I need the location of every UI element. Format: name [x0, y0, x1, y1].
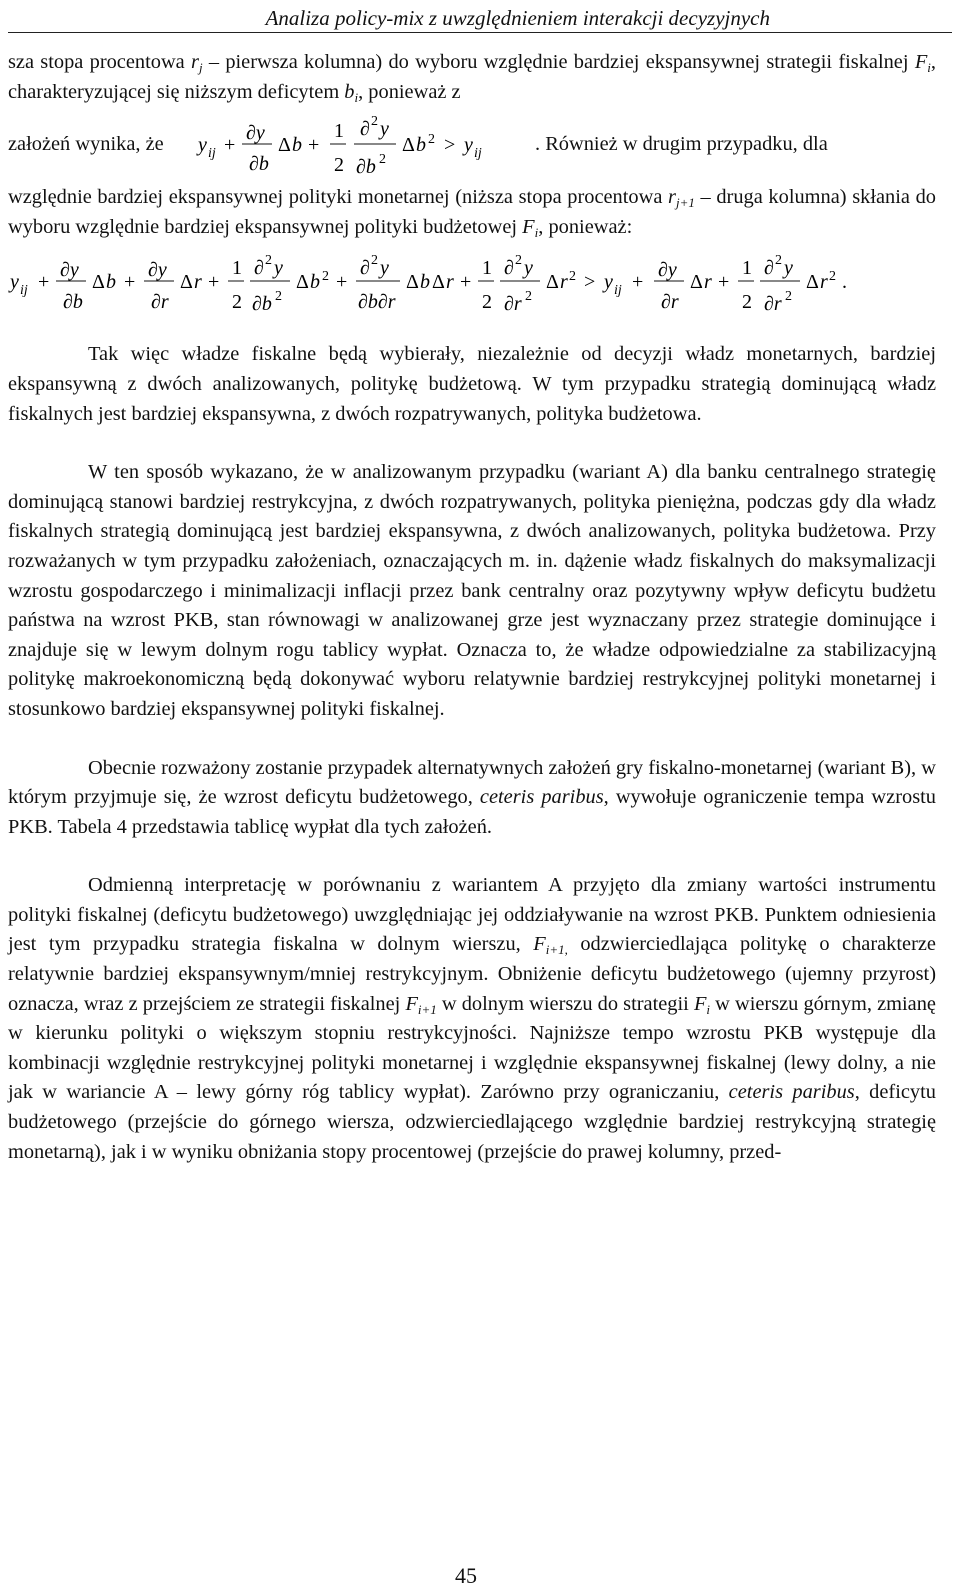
svg-text:2: 2 [371, 253, 378, 269]
var-F: F [914, 51, 928, 73]
svg-text:Δ: Δ [432, 271, 445, 294]
equation-2-line [8, 242, 936, 340]
svg-text:1: 1 [334, 120, 344, 143]
svg-text:∂r: ∂r [504, 293, 522, 316]
svg-text:2: 2 [525, 289, 532, 305]
svg-text:+: + [632, 271, 644, 294]
svg-text:∂: ∂ [360, 118, 370, 141]
svg-text:Δ: Δ [690, 271, 703, 294]
paragraph-6: Odmienną interpretację w porównaniu z wariantem A przyjęto dla zmiany wartości instrumentu polityki fiskalnej (deficytu budżetowego) uwzględniając jej oddziaływanie na wzrost PKB. Punktem odniesienia jest tym przypadku strategia fiskalna w dolnym wierszu, $F_{i+1,}$ odzwierciedlająca politykę o charakterze relatywnie bardziej ekspansywnym/mniej restrykcyjnym. Obniżenie deficytu budżetowego (ujemny przyrost) oznacza, wraz z przejściem ze strategii fiskalnej $F_{i+1}$ w dolnym wierszu do strategii $F_i$ w wierszu górnym, zmianę w kierunku polityki o większym stopniu restrykcyjności. Najniższe tempo wzrostu PKB występuje dla kombinacji względnie restrykcyjnej polityki monetarnej i względnie ekspansywnej fiskalnej (lewy dolny, a nie jak w wariancie A – lewy górny róg tablicy wypłat). Zarówno przy ograniczaniu, ceteris paribus, deficytu budżetowego (przejście do górnego wiersza, odzwierciedlającego względnie bardziej restrykcyjną strategię monetarną), jak i w wyniku obniżania stopy procentowej (przejście do prawej kolumny, przed- [8, 874, 936, 1163]
svg-text:Δ: Δ [278, 134, 291, 157]
svg-text:∂b: ∂b [356, 156, 376, 179]
paragraph-1: sza stopa procentowa $r_j$ – pierwsza kolumna) do wyboru względnie bardziej ekspansywnej strategii fiskalnej $F_i$, charakteryzującej się niższym deficytem $b_i$, ponieważ z [8, 51, 937, 105]
svg-text:r: r [820, 271, 828, 294]
svg-text:∂y: ∂y [148, 259, 167, 282]
svg-text:2: 2 [334, 154, 344, 177]
paragraph-4: W ten sposób wykazano, że w analizowanym przypadku (wariant A) dla banku centralnego strategię dominującą stanowi bardziej restrykcyjna, z dwóch rozpatrywanych, polityka pieniężna, podczas gdy dla władz fiskalnych strategią dominującą jest bardziej ekspansywna, z dwóch analizowanych, polityka budżetowa. Przy rozważanych w tym przypadku założeniach, oznaczających m. in. dążenie władz fiskalnych do maksymalizacji wzrostu gospodarczego i minimalizacji inflacji przez bank centralny oraz pozytywny wpływ deficytu budżetu państwa na wzrost PKB, stan równowagi w analizowanej grze jest wyznaczany przez strategie dominujące i znajduje się w lewym dolnym rogu tablicy wypłat. Oznacza to, że władze odpowiedzialne za stabilizacyjną politykę makroekonomiczną będą dokonywać wyboru relatywnie bardziej restrykcyjnej polityki monetarnej i stosunkowo bardziej ekspansywnej polityki fiskalnej. [8, 461, 936, 720]
svg-text:2: 2 [428, 132, 435, 148]
equation-1 [196, 107, 556, 183]
svg-text:ij: ij [20, 283, 28, 299]
svg-text:y: y [524, 257, 533, 280]
svg-text:1: 1 [742, 257, 752, 280]
var-r: r [191, 51, 199, 73]
svg-text:y: y [198, 134, 207, 157]
equation-1-lead: założeń wynika, że [8, 133, 164, 156]
svg-text:Δ: Δ [296, 271, 309, 294]
svg-text:y: y [10, 271, 19, 294]
svg-text:Δ: Δ [806, 271, 819, 294]
equation-2 [8, 242, 936, 340]
svg-text:2: 2 [379, 152, 386, 168]
svg-text:2: 2 [371, 114, 378, 130]
equation-1-trail: . Również w drugim przypadku, dla [535, 133, 828, 156]
svg-text:ij: ij [614, 283, 622, 299]
svg-text:2: 2 [569, 269, 576, 285]
paragraph-2: względnie bardziej ekspansywnej polityki monetarnej (niższa stopa procentowa $r_{j+1}$ – druga kolumna) skłania do wyboru względnie bardziej ekspansywnej polityki budżetowej $F_i$, ponieważ: [8, 186, 937, 240]
svg-text:∂: ∂ [254, 257, 264, 280]
svg-text:ij: ij [208, 146, 216, 162]
svg-text:2: 2 [515, 253, 522, 269]
svg-text:y: y [380, 118, 389, 141]
svg-text:Δ: Δ [92, 271, 105, 294]
svg-text:∂r: ∂r [151, 291, 169, 314]
svg-text:∂: ∂ [504, 257, 514, 280]
svg-text:+: + [208, 271, 220, 294]
svg-text:+: + [460, 271, 472, 294]
svg-text:2: 2 [482, 291, 492, 314]
svg-text:∂y: ∂y [658, 259, 677, 282]
svg-text:∂b: ∂b [63, 291, 83, 314]
svg-text:∂b: ∂b [252, 293, 272, 316]
svg-text:∂b: ∂b [249, 153, 269, 176]
svg-text:+: + [718, 271, 730, 294]
svg-text:2: 2 [265, 253, 272, 269]
running-title: Analiza policy-mix z uwzględnieniem interakcji decyzyjnych [265, 6, 770, 30]
svg-text:y: y [274, 257, 283, 280]
svg-text:r: r [446, 271, 454, 294]
svg-text:y: y [604, 271, 613, 294]
paragraph-5: Obecnie rozważony zostanie przypadek alternatywnych założeń gry fiskalno-monetarnej (wariant B), w którym przyjmuje się, że wzrost deficytu budżetowego, ceteris paribus, wywołuje ograniczenie tempa wzrostu PKB. Tabela 4 przedstawia tablicę wypłat dla tych założeń. [8, 756, 936, 838]
svg-text:+: + [308, 134, 320, 157]
svg-text:r: r [194, 271, 202, 294]
svg-text:r: r [704, 271, 712, 294]
svg-text:∂y: ∂y [246, 122, 265, 145]
svg-text:Δ: Δ [180, 271, 193, 294]
svg-text:∂b∂r: ∂b∂r [358, 291, 396, 314]
svg-text:y: y [380, 257, 389, 280]
svg-text:b: b [420, 271, 430, 294]
svg-text:.: . [842, 271, 847, 294]
svg-text:Δ: Δ [546, 271, 559, 294]
svg-text:∂y: ∂y [60, 259, 79, 282]
svg-text:+: + [38, 271, 50, 294]
svg-text:>: > [444, 134, 456, 157]
svg-text:2: 2 [322, 269, 329, 285]
svg-text:y: y [464, 134, 473, 157]
svg-text:∂r: ∂r [661, 291, 679, 314]
svg-text:b: b [416, 134, 426, 157]
header-rule [8, 32, 952, 33]
page-number: 45 [455, 1563, 477, 1588]
svg-text:+: + [224, 134, 236, 157]
svg-text:+: + [124, 271, 136, 294]
svg-text:∂r: ∂r [764, 293, 782, 316]
svg-text:2: 2 [232, 291, 242, 314]
svg-text:>: > [584, 271, 596, 294]
svg-text:2: 2 [785, 289, 792, 305]
equation-1-line [8, 107, 936, 183]
svg-text:y: y [784, 257, 793, 280]
paragraph-3: Tak więc władze fiskalne będą wybierały, niezależnie od decyzji władz monetarnych, bardziej ekspansywną z dwóch analizowanych, politykę budżetową. W tym przypadku strategią dominującą władz fiskalnych jest bardziej ekspansywna, z dwóch rozpatrywanych, polityka budżetowa. [8, 343, 936, 425]
svg-text:b: b [310, 271, 320, 294]
svg-text:∂: ∂ [360, 257, 370, 280]
page-header [0, 0, 960, 36]
svg-text:1: 1 [482, 257, 492, 280]
svg-text:2: 2 [742, 291, 752, 314]
svg-text:Δ: Δ [402, 134, 415, 157]
svg-text:r: r [560, 271, 568, 294]
svg-text:2: 2 [775, 253, 782, 269]
var-b: b [344, 80, 355, 103]
svg-text:ij: ij [474, 146, 482, 162]
svg-text:∂: ∂ [764, 257, 774, 280]
svg-text:2: 2 [275, 289, 282, 305]
svg-text:2: 2 [829, 269, 836, 285]
svg-text:1: 1 [232, 257, 242, 280]
svg-text:Δ: Δ [406, 271, 419, 294]
text-body [8, 48, 936, 1167]
svg-text:b: b [106, 271, 116, 294]
svg-text:b: b [292, 134, 302, 157]
svg-text:+: + [336, 271, 348, 294]
